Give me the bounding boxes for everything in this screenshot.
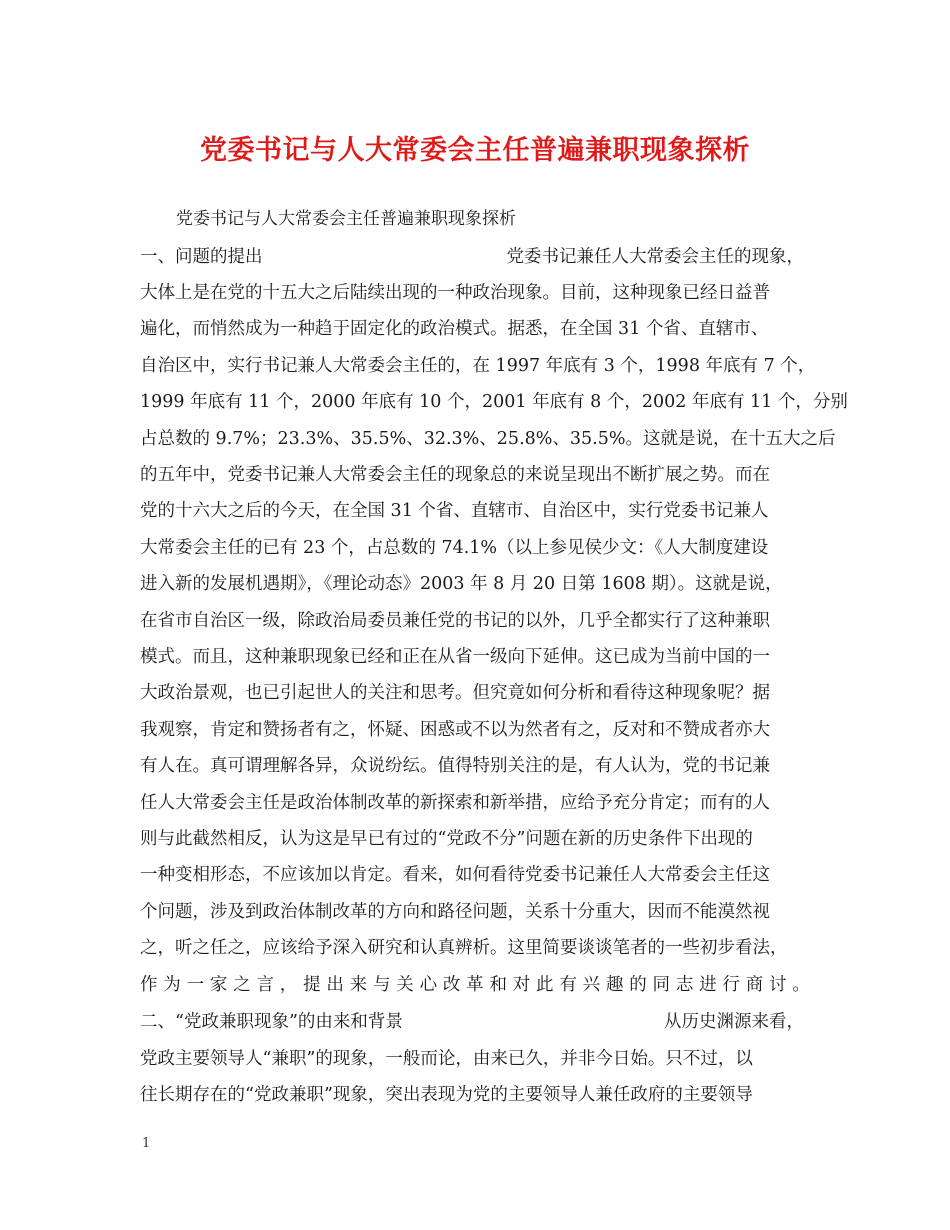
body-line: 在省市自治区一级，除政治局委员兼任党的书记的以外，几乎全都实行了这种兼职 xyxy=(140,610,770,631)
page-number: 1 xyxy=(142,1136,151,1151)
section2-first-text: 从历史渊源来看， xyxy=(664,1012,804,1032)
body-line: 大政治景观，也已引起世人的关注和思考。但究竟如何分析和看待这种现象呢？据 xyxy=(140,683,770,704)
body-line: 占总数的 9.7%；23.3%、35.5%、32.3%、25.8%、35.5%。这就是说，在十五大之后 xyxy=(140,428,836,449)
body-line: 党的十六大之后的今天，在全国 31 个省、直辖市、自治区中，实行党委书记兼人 xyxy=(140,501,769,522)
spaced-line xyxy=(140,972,810,998)
body-line: 遍化，而悄然成为一种趋于固定化的政治模式。据悉，在全国 31 个省、直辖市、 xyxy=(140,319,769,340)
spaced-char: 有 xyxy=(559,975,577,995)
spaced-char: 同 xyxy=(652,975,671,995)
section2-heading: 二、“党政兼职现象”的由来和背景 xyxy=(140,1012,403,1032)
body-line: 个问题，涉及到政治体制改革的方向和路径问题，关系十分重大，因而不能漠然视 xyxy=(140,901,770,922)
body-line: 1999 年底有 11 个，2000 年底有 10 个，2001 年底有 8 个，2002 年底有 11 个，分别 xyxy=(140,392,848,413)
spaced-char: 对 xyxy=(512,975,531,995)
spaced-char: ， xyxy=(279,975,298,995)
body-line: 党政主要领导人“兼职”的现象，一般而论，由来已久，并非今日始。只不过，以 xyxy=(140,1049,753,1069)
body-line: 一种变相形态，不应该加以肯定。看来，如何看待党委书记兼任人大常委会主任这 xyxy=(140,865,770,886)
body-line: 大常委会主任的已有 23 个，占总数的 74.1%（以上参见侯少文：《人大制度建设 xyxy=(140,537,769,558)
spaced-char: 一 xyxy=(186,975,205,995)
spaced-char: 与 xyxy=(372,975,391,995)
spaced-char: 志 xyxy=(675,975,694,995)
spaced-char: 革 xyxy=(466,975,484,995)
spaced-char: 进 xyxy=(699,975,717,995)
body-line: 模式。而且，这种兼职现象已经和正在从省一级向下延伸。这已成为当前中国的一 xyxy=(140,647,770,667)
spaced-char: 言 xyxy=(256,975,274,995)
body-line: 则与此截然相反，认为这是早已有过的“党政不分”问题在新的历史条件下出现的 xyxy=(140,829,753,849)
spaced-char: 关 xyxy=(396,975,414,995)
spaced-char: 讨 xyxy=(769,975,787,995)
spaced-char: 改 xyxy=(442,975,461,995)
spaced-char: 家 xyxy=(209,975,228,995)
spaced-char: 的 xyxy=(629,975,647,995)
body-line: 有人在。真可谓理解各异，众说纷纭。值得特别关注的是，有人认为，党的书记兼 xyxy=(140,756,770,777)
body-line: 自治区中，实行书记兼人大常委会主任的，在 1997 年底有 3 个，1998 年底有 7 个， xyxy=(140,355,816,376)
spaced-char: 此 xyxy=(536,975,554,995)
spaced-char: 心 xyxy=(419,975,438,995)
spaced-char: 。 xyxy=(792,975,810,995)
body-line: 之，听之任之，应该给予深入研究和认真辨析。这里简要谈谈笔者的一些初步看法， xyxy=(140,938,788,959)
body-line: 任人大常委会主任是政治体制改革的新探索和新举措，应给予充分肯定；而有的人 xyxy=(140,792,770,813)
spaced-char: 出 xyxy=(326,975,344,995)
section1-heading-line xyxy=(140,244,810,270)
body-line: 的五年中，党委书记兼人大常委会主任的现象总的来说呈现出不断扩展之势。而在 xyxy=(140,465,770,485)
spaced-char: 作 xyxy=(140,975,158,995)
spaced-char: 来 xyxy=(349,975,368,995)
document-title: 党委书记与人大常委会主任普遍兼职现象探析 xyxy=(200,135,750,166)
spaced-char: 趣 xyxy=(605,975,624,995)
body-line: 我观察，肯定和赞扬者有之，怀疑、困惑或不以为然者有之，反对和不赞成者亦大 xyxy=(140,719,770,740)
body-line: 往长期存在的“党政兼职”现象，突出表现为党的主要领导人兼任政府的主要领导 xyxy=(140,1085,753,1106)
section1-first-text: 党委书记兼任人大常委会主任的现象， xyxy=(506,247,804,267)
spaced-char: 为 xyxy=(163,975,181,995)
body-line: 进入新的发展机遇期》，《理论动态》2003 年 8 月 20 日第 1608 期）。这就是说， xyxy=(140,574,783,595)
document-subtitle: 党委书记与人大常委会主任普遍兼职现象探析 xyxy=(176,209,516,229)
section2-heading-line xyxy=(140,1009,810,1035)
spaced-char: 和 xyxy=(489,975,507,995)
spaced-char: 行 xyxy=(722,975,740,995)
body-line: 大体上是在党的十五大之后陆续出现的一种政治现象。目前，这种现象已经日益普 xyxy=(140,283,770,303)
spaced-char: 之 xyxy=(233,975,251,995)
section1-heading: 一、问题的提出 xyxy=(140,247,263,267)
spaced-char: 提 xyxy=(303,975,321,995)
spaced-char: 兴 xyxy=(582,975,601,995)
spaced-char: 商 xyxy=(745,975,764,995)
